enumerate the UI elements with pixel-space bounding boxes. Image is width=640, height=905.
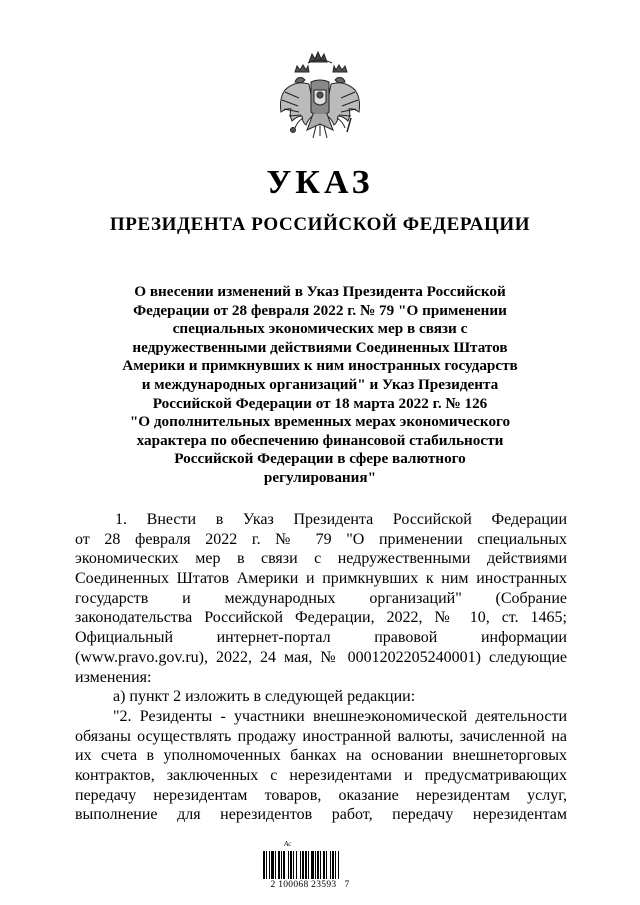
body-line: Соединенных Штатов Америки и примкнувших к ним иностранных (75, 570, 567, 588)
body-line: выполнение для нерезидентов работ, передачу нерезидентам (75, 806, 567, 824)
body-line: передачу нерезидентам товаров, оказание нерезидентам услуг, (75, 786, 567, 804)
heading-line: специальных экономических мер в связи с (172, 320, 468, 338)
heading-line: "О дополнительных временных мерах экономического (129, 413, 511, 431)
heading-line: регулирования" (263, 468, 377, 486)
heading-line: О внесении изменений в Указ Президента Российской (134, 283, 506, 300)
body-line: контрактов, заключенных с нерезидентами и предусматривающих (75, 766, 567, 784)
barcode-bar (317, 851, 319, 879)
barcode-bar (300, 851, 301, 879)
barcode-bar (266, 851, 267, 879)
barcode-bar (302, 851, 304, 879)
barcode-mark: Ac (284, 840, 292, 848)
barcode-bar (330, 851, 331, 879)
heading-line: недружественными действиями Соединенных Штатов (132, 338, 508, 356)
body-line: обязаны осуществлять продажу иностранной валюты, зачисленной на (75, 727, 567, 745)
heading-line: характера по обеспечению финансовой стабильности (136, 431, 504, 449)
body-line: от 28 февраля 2022 г. № 79 "О применении специальных (75, 530, 567, 548)
body-line: а) пункт 2 изложить в следующей редакции: (113, 688, 416, 706)
barcode-bar (308, 851, 309, 879)
barcode-bar (281, 851, 282, 879)
barcode-bar (332, 851, 334, 879)
coat-of-arms-emblem (273, 48, 367, 154)
barcode-bar (271, 851, 274, 879)
body-line: "2. Резиденты - участники внешнеэкономической деятельности (113, 707, 567, 725)
heading-line: и международных организаций" и Указ Президента (141, 375, 499, 393)
barcode-bar (335, 851, 336, 879)
body-line: экономических мер в связи с недружественными действиями (75, 550, 567, 568)
document-heading (80, 283, 560, 488)
body-line: их счета в уполномоченных банках на основании внешнеторговых (75, 747, 567, 765)
body-line: государств и международных организаций" (Собрание (75, 589, 567, 607)
barcode-bar (278, 851, 280, 879)
barcode-bar (338, 851, 339, 879)
heading-line: Федерации от 28 февраля 2022 г. № 79 "О применении (133, 301, 507, 319)
barcode-bar (296, 851, 297, 879)
body-line: (www.pravo.gov.ru), 2022, 24 мая, № 0001202205240001) следующие (75, 648, 567, 666)
barcode-bar (283, 851, 285, 879)
barcode (263, 842, 349, 892)
barcode-bar (275, 851, 276, 879)
barcode-bar (315, 851, 316, 879)
barcode-bar (290, 851, 292, 879)
barcode-bar (323, 851, 325, 879)
body-line: законодательства Российской Федерации, 2022, № 10, ст. 1465; (75, 609, 567, 627)
body-line: 1. Внести в Указ Президента Российской Федерации (115, 511, 567, 528)
barcode-bar (320, 851, 321, 879)
body-line: Официальный интернет-портал правовой информации (75, 629, 567, 647)
document-title: УКАЗ (266, 164, 374, 201)
barcode-number: 2 100068 23593 7 (270, 880, 350, 890)
document-subtitle: ПРЕЗИДЕНТА РОССИЙСКОЙ ФЕДЕРАЦИИ (109, 214, 531, 235)
document-body (75, 510, 567, 825)
barcode-bar (293, 851, 294, 879)
barcode-bar (263, 851, 265, 879)
heading-line: Америки и примкнувших к ним иностранных государств (122, 357, 518, 375)
barcode-bar (326, 851, 327, 879)
heading-line: Российской Федерации в сфере валютного (174, 450, 466, 468)
barcode-bar (305, 851, 307, 879)
barcode-bar (269, 851, 270, 879)
heading-line: Российской Федерации от 18 марта 2022 г. № 126 (152, 394, 488, 412)
barcode-bar (288, 851, 289, 879)
body-line: изменения: (75, 668, 152, 686)
barcode-bars (263, 851, 349, 879)
barcode-bar (311, 851, 314, 879)
